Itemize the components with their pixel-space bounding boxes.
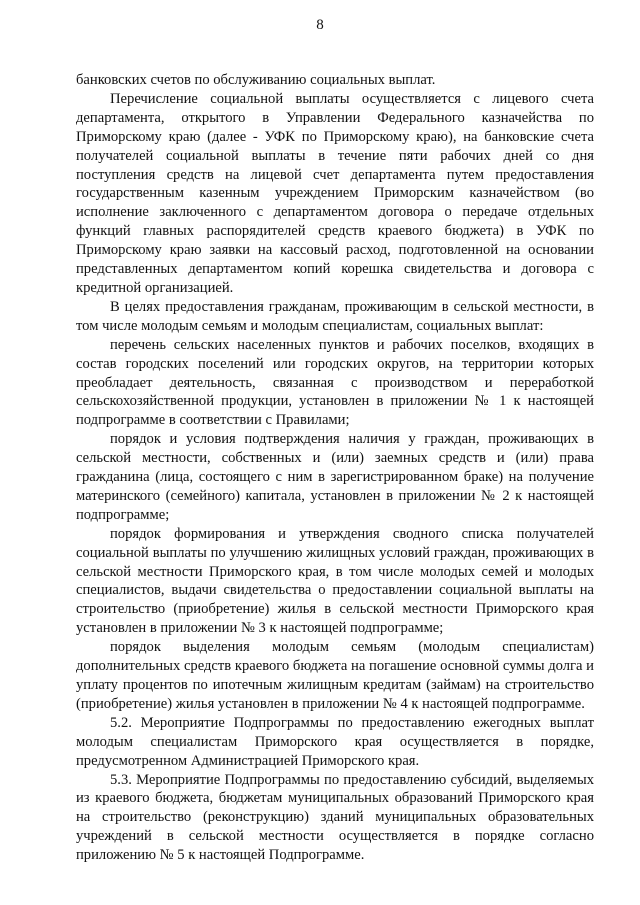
paragraph-continuation: банковских счетов по обслуживанию социальных выплат. (76, 72, 436, 88)
paragraph-confirmation-procedure: порядок и условия подтверждения наличия у граждан, проживающих в сельской местности, собственных и (или) заемных средств и (или) права гражданина (лица, состоящего с ним в зарегистрированном браке) на получение материнского (семейного) капитала, установлен в приложении № 2 к настоящей подпрограмме; (76, 431, 594, 523)
paragraph-section-5-3: 5.3. Мероприятие Подпрограммы по предоставлению субсидий, выделяемых из краевого бюджета, бюджетам муниципальных образований Приморского края на строительство (реконструкцию) зданий муниципальных образовательных учреждений в сельской местности осуществляется в порядке согласно приложению № 5 к настоящей Подпрограмме. (76, 771, 594, 864)
paragraph-summary-list-procedure: порядок формирования и утверждения сводного списка получателей социальной выплаты по улучшению жилищных условий граждан, проживающих в сельской местности Приморского края, в том числе молодых семей и молодых специалистов, выдачи свидетельства о предоставлении социальной выплаты на строительство (приобретение) жилья в сельской местности Приморского края установлен в приложении № 3 к настоящей подпрограмме; (76, 525, 594, 637)
document-body (76, 71, 594, 865)
paragraph-settlements-list: перечень сельских населенных пунктов и рабочих поселков, входящих в состав городских поселений или городских округов, на территории которых преобладает деятельность, связанная с производством и переработкой сельскохозяйственной продукции, установлен в приложении № 1 к настоящей подпрограмме в соответствии с Правилами; (76, 336, 594, 429)
page-number: 8 (316, 17, 324, 33)
paragraph-additional-funds-procedure: порядок выделения молодым семьям (молодым специалистам) дополнительных средств краевого бюджета на погашение основной суммы долга и уплату процентов по ипотечным жилищным кредитам (займам) на строительство (приобретение) жилья установлен в приложении № 4 к настоящей подпрограмме. (76, 639, 594, 712)
paragraph-section-5-2: 5.2. Мероприятие Подпрограммы по предоставлению ежегодных выплат молодым специалистам Приморского края осуществляется в порядке, предусмотренном Администрацией Приморского края. (76, 714, 594, 769)
paragraph-payment-transfer: Перечисление социальной выплаты осуществляется с лицевого счета департамента, открытого в Управлении Федерального казначейства по Приморскому краю (далее - УФК по Приморскому краю), на банковские счета получателей социальной выплаты в течение пяти рабочих дней со дня поступления средств на лицевой счет департамента путем предоставления государственным казенным учреждением Приморским казначейством (во исполнение заключенного с департаментом договора о передаче отдельных функций главных распорядителей средств краевого бюджета) в УФК по Приморскому краю заявки на кассовый расход, подготовленной на основании представленных департаментом копий корешка свидетельства и договора с кредитной организацией. (76, 90, 594, 296)
paragraph-purpose: В целях предоставления гражданам, проживающим в сельской местности, в том числе молодым семьям и молодым специалистам, социальных выплат: (76, 298, 594, 334)
